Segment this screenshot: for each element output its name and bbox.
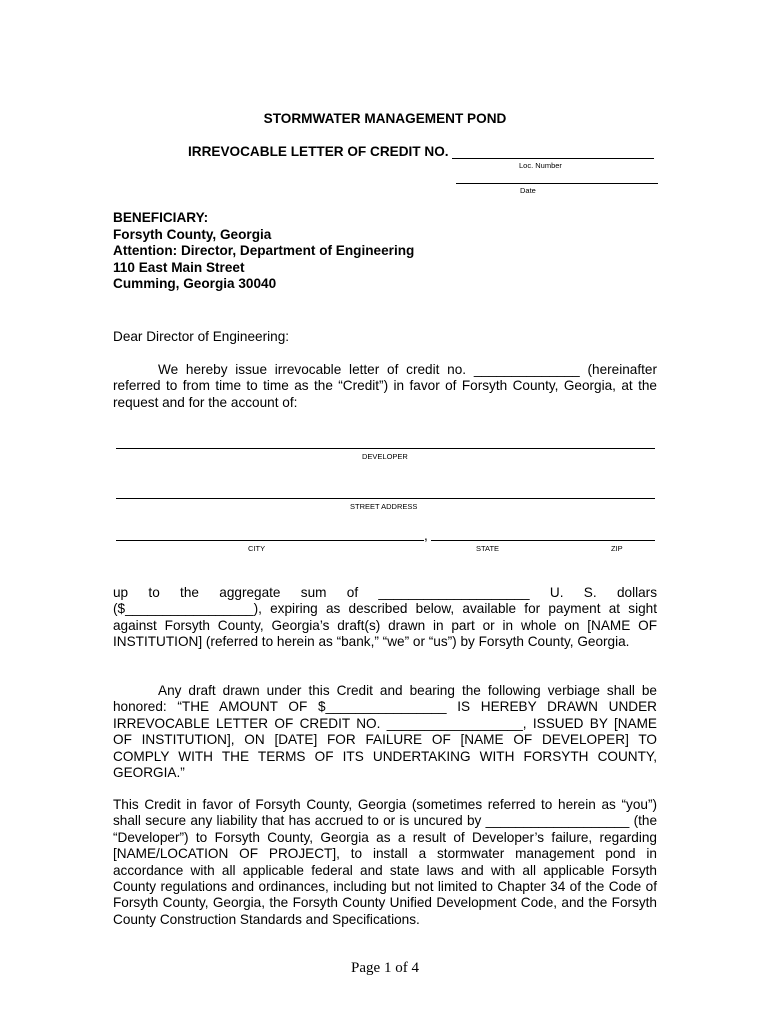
loc-number-blank xyxy=(452,144,654,159)
paragraph-1-text: We hereby issue irrevocable letter of credit no. ______________ (hereinafter referred to from time to time as the “Credit”) in favor of Forsyth County, Georgia, at the request and for the account of: xyxy=(113,362,657,410)
developer-label: DEVELOPER xyxy=(362,452,408,461)
state-zip-blank xyxy=(431,540,655,541)
paragraph-4 xyxy=(113,797,657,928)
city-blank xyxy=(116,540,424,541)
beneficiary-line-2: Attention: Director, Department of Engineering xyxy=(113,243,415,259)
beneficiary-line-4: Cumming, Georgia 30040 xyxy=(113,276,277,292)
date-blank xyxy=(456,183,658,184)
city-state-comma: , xyxy=(424,528,428,543)
loc-number-label: Loc. Number xyxy=(519,161,562,170)
beneficiary-line-3: 110 East Main Street xyxy=(113,259,245,275)
date-label: Date xyxy=(520,186,536,195)
paragraph-4-text: This Credit in favor of Forsyth County, Georgia (sometimes referred to herein as “you”) shall secure any liability that has accrued to or is uncured by ___________________ (the “Developer”) to Forsyth County, Georgia as a result of Developer’s failure, regarding [NAME/LOCATION OF PROJECT], to install a stormwater management pond in accordance with all applicable federal and state laws and with all applicable Forsyth County regulations and ordinances, including but not limited to Chapter 34 of the Code of Forsyth County, Georgia, the Forsyth County Unified Development Code, and the Forsyth County Construction Standards and Specifications. xyxy=(113,797,657,927)
paragraph-1 xyxy=(113,362,657,411)
salutation: Dear Director of Engineering: xyxy=(113,329,290,344)
paragraph-2 xyxy=(113,585,657,651)
document-title: STORMWATER MANAGEMENT POND xyxy=(263,111,507,126)
state-label: STATE xyxy=(476,544,500,553)
beneficiary-label: BENEFICIARY: xyxy=(113,210,209,225)
page-number: Page 1 of 4 xyxy=(351,960,419,976)
credit-heading-text: IRREVOCABLE LETTER OF CREDIT NO. xyxy=(188,144,449,159)
street-address-label: STREET ADDRESS xyxy=(350,502,418,511)
developer-blank xyxy=(116,448,655,449)
credit-heading xyxy=(188,144,654,159)
paragraph-3-text: Any draft drawn under this Credit and bearing the following verbiage shall be honored: “THE AMOUNT OF $________________ IS HEREBY DRAWN UNDER IRREVOCABLE LETTER OF CREDIT NO. __________________, ISSUED BY [NAME OF INSTITUTION], ON [DATE] FOR FAILURE OF [NAME OF DEVELOPER] TO COMPLY WITH THE TERMS OF ITS UNDERTAKING WITH FORSYTH COUNTY, GEORGIA.” xyxy=(113,683,657,781)
paragraph-3 xyxy=(113,683,657,781)
paragraph-2-text: up to the aggregate sum of ____________________ U. S. dollars ($_________________), expiring as described below, available for payment at sight against Forsyth County, Georgia’s draft(s) drawn in part or in whole on [NAME OF INSTITUTION] (referred to herein as “bank,” “we” or “us”) by Forsyth County, Georgia. xyxy=(113,585,657,650)
beneficiary-line-1: Forsyth County, Georgia xyxy=(113,226,272,242)
street-address-blank xyxy=(116,498,655,499)
city-label: CITY xyxy=(248,544,266,553)
zip-label: ZIP xyxy=(611,544,623,553)
beneficiary-block xyxy=(113,210,414,293)
